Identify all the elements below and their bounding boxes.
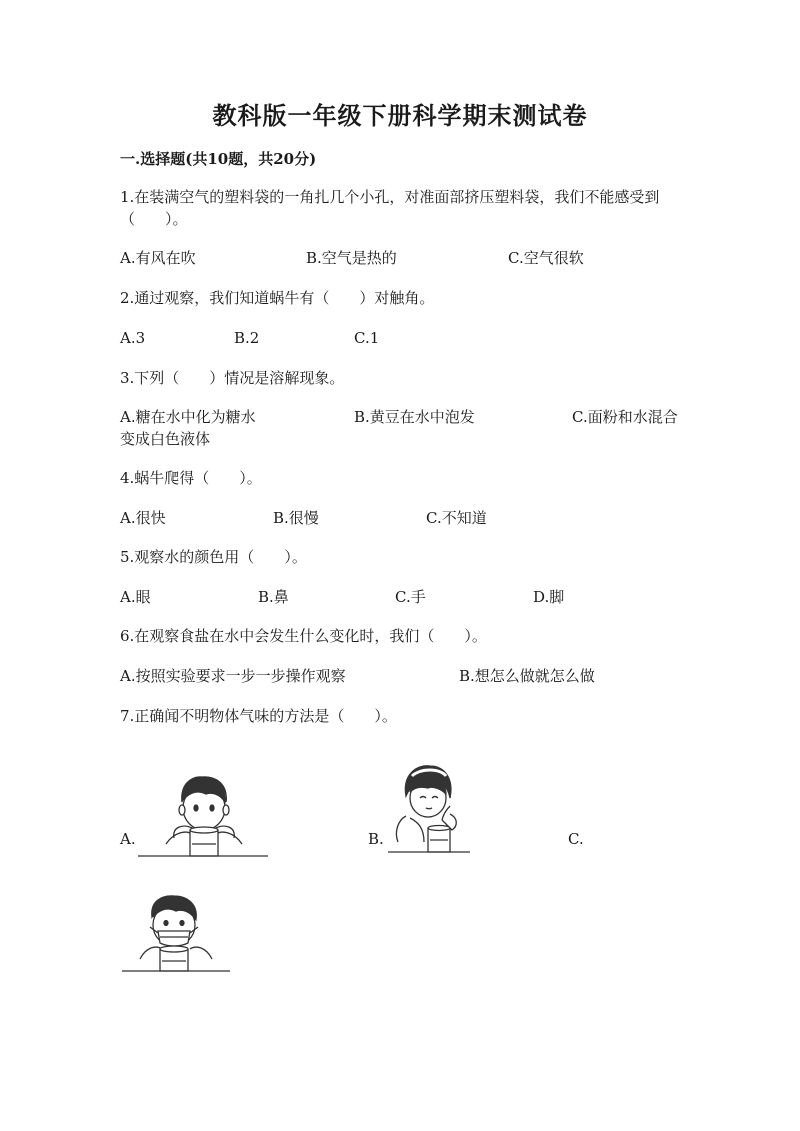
boy-at-table-icon [136, 772, 270, 860]
question-2: 2.通过观察，我们知道蜗牛有（ ）对触角。 [120, 289, 435, 307]
question-5: 5.观察水的颜色用（ ）。 [120, 548, 307, 566]
page-title: 教科版一年级下册科学期末测试卷 [212, 101, 588, 130]
q7-option-b[interactable]: B. [368, 830, 384, 848]
q2-option-a[interactable]: A.3 [120, 329, 146, 347]
q5-option-b[interactable]: B.鼻 [258, 588, 289, 606]
q7-option-a[interactable]: A. [120, 830, 136, 848]
q6-option-b[interactable]: B.想怎么做就怎么做 [459, 667, 595, 685]
q4-option-a[interactable]: A.很快 [120, 509, 166, 527]
q4-option-c[interactable]: C.不知道 [426, 509, 487, 527]
question-4: 4.蜗牛爬得（ ）。 [120, 469, 262, 487]
q5-option-a[interactable]: A.眼 [120, 588, 151, 606]
q2-option-b[interactable]: B.2 [234, 329, 260, 347]
q1-option-b[interactable]: B.空气是热的 [306, 249, 397, 267]
q5-option-c[interactable]: C.手 [395, 588, 426, 606]
q3-option-b[interactable]: B.黄豆在水中泡发 [354, 408, 475, 426]
q3-option-c[interactable]: C.面粉和水混合变成白色液体 [120, 408, 678, 448]
boy-with-mask-icon [120, 893, 232, 977]
girl-fanning-cup-icon [384, 762, 472, 858]
q2-option-c[interactable]: C.1 [354, 329, 380, 347]
q4-option-b[interactable]: B.很慢 [273, 509, 319, 527]
section-heading: 一.选择题(共10题，共20分) [120, 150, 317, 168]
q7-option-c[interactable]: C. [568, 830, 584, 848]
q6-option-a[interactable]: A.按照实验要求一步一步操作观察 [120, 667, 346, 685]
question-3: 3.下列（ ）情况是溶解现象。 [120, 369, 345, 387]
q3-option-a[interactable]: A.糖在水中化为糖水 [120, 408, 256, 426]
q1-option-c[interactable]: C.空气很软 [508, 249, 584, 267]
q1-option-a[interactable]: A.有风在吹 [120, 249, 196, 267]
question-1: 1.在装满空气的塑料袋的一角扎几个小孔，对准面部挤压塑料袋，我们不能感受到（ ）。 [120, 188, 660, 228]
question-7: 7.正确闻不明物体气味的方法是（ ）。 [120, 707, 397, 725]
q5-option-d[interactable]: D.脚 [533, 588, 565, 606]
question-6: 6.在观察食盐在水中会发生什么变化时，我们（ ）。 [120, 627, 487, 645]
